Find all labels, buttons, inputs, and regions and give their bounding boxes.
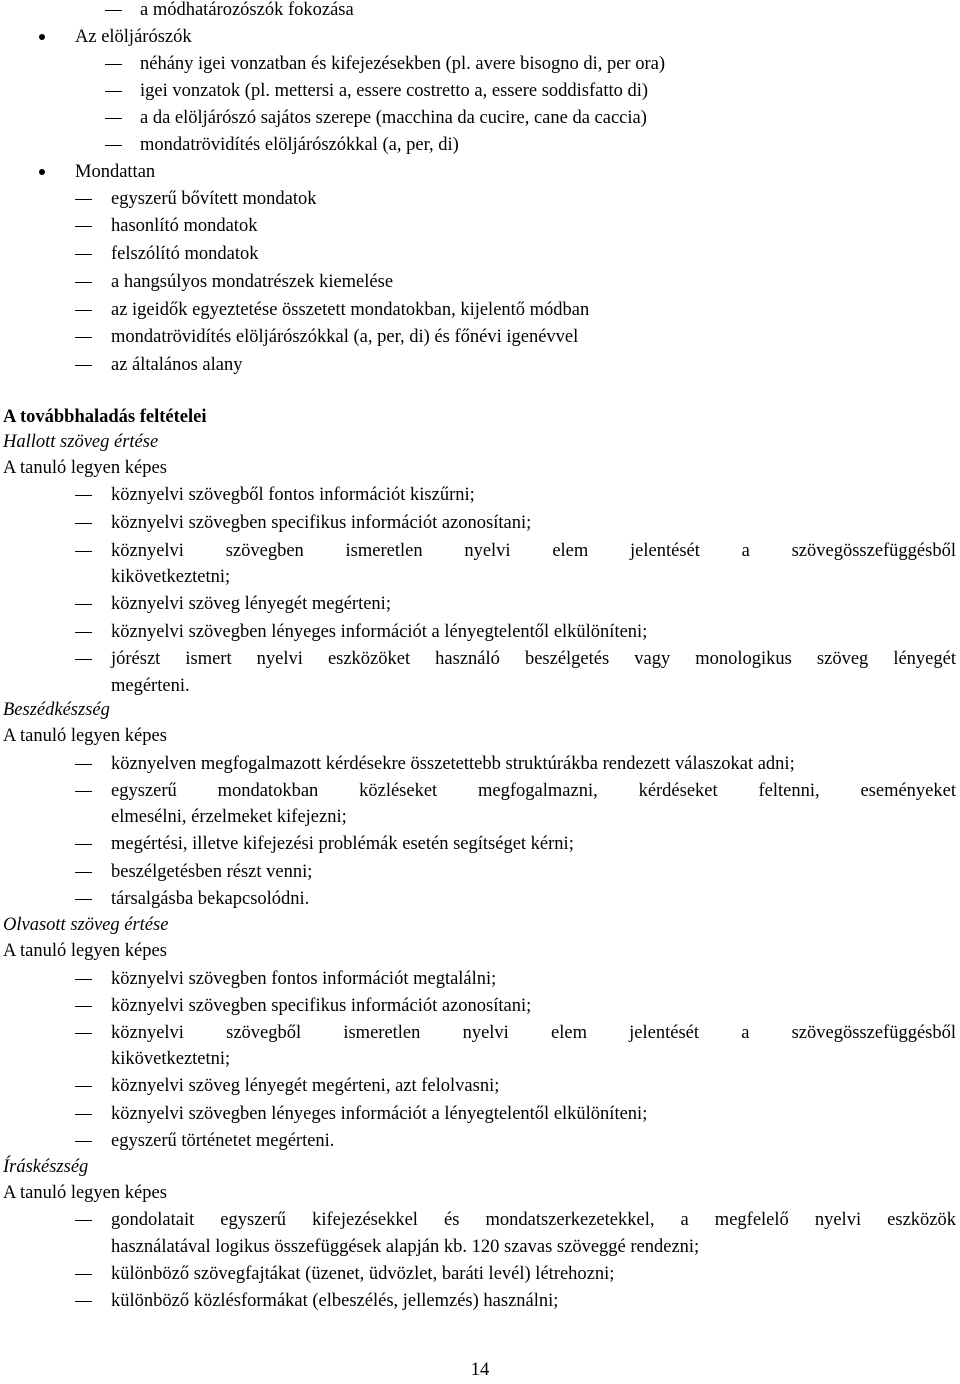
list-item	[0, 510, 960, 537]
list-item-text: jórészt ismert nyelvi eszközöket használó beszélgetés vagy monologikus szöveg lényegét	[111, 649, 956, 669]
list-item-text: köznyelvi szövegben lényeges információt a lényegtelentől elkülöníteni;	[111, 1104, 648, 1124]
list-item-text: társalgásba bekapcsolódni.	[111, 889, 310, 909]
dash-bullet-icon	[75, 1220, 92, 1221]
section-intro: A tanuló legyen képes	[3, 458, 167, 478]
dash-bullet-icon	[75, 310, 92, 311]
list-item-text: mondatrövidítés elöljárószókkal (a, per, di)	[140, 135, 459, 155]
list-item	[0, 297, 960, 324]
list-item-continuation: kikövetkeztetni;	[111, 567, 231, 587]
section-intro: A tanuló legyen képes	[3, 1183, 167, 1203]
list-item	[0, 886, 960, 913]
list-heading: Mondattan	[75, 162, 156, 182]
dash-bullet-icon	[105, 118, 122, 119]
dash-bullet-icon	[75, 632, 92, 633]
dash-bullet-icon	[75, 523, 92, 524]
round-bullet-icon	[39, 169, 45, 175]
main-heading: A továbbhaladás feltételei	[3, 407, 207, 427]
list-item	[0, 1020, 960, 1047]
list-item	[0, 186, 960, 213]
list-item	[0, 241, 960, 268]
list-item-text: köznyelvi szöveg lényegét megérteni, azt felolvasni;	[111, 1076, 500, 1096]
list-item	[0, 24, 960, 51]
list-item-continuation: használatával logikus összefüggések alapján kb. 120 szavas szöveggé rendezni;	[111, 1237, 700, 1257]
list-item	[0, 1101, 960, 1128]
list-item-text: egyszerű bővített mondatok	[111, 189, 317, 209]
list-item	[0, 105, 960, 132]
list-item	[0, 352, 960, 379]
dash-bullet-icon	[105, 64, 122, 65]
list-item-text: az igeidők egyeztetése összetett mondatokban, kijelentő módban	[111, 300, 590, 320]
section-title-olvasott: Olvasott szöveg értése	[3, 915, 169, 935]
list-item-text: a hangsúlyos mondatrészek kiemelése	[111, 272, 394, 292]
list-item	[0, 646, 960, 673]
list-item	[0, 0, 960, 24]
list-item	[0, 591, 960, 618]
dash-bullet-icon	[75, 551, 92, 552]
list-item	[0, 324, 960, 351]
section-title-iras: Íráskészség	[3, 1157, 89, 1177]
list-item-text: egyszerű mondatokban közléseket megfogalmazni, kérdéseket feltenni, eseményeket	[111, 781, 956, 801]
round-bullet-icon	[39, 34, 45, 40]
list-item-text: köznyelvi szövegben lényeges információt a lényegtelentől elkülöníteni;	[111, 622, 648, 642]
dash-bullet-icon	[75, 764, 92, 765]
dash-bullet-icon	[105, 10, 122, 11]
list-item-text: igei vonzatok (pl. mettersi a, essere costretto a, essere soddisfatto di)	[140, 81, 649, 101]
list-item-text: köznyelvi szövegben specifikus információt azonosítani;	[111, 513, 532, 533]
section-title-hallott: Hallott szöveg értése	[3, 432, 159, 452]
list-item	[0, 1261, 960, 1288]
list-item	[0, 993, 960, 1020]
list-item	[0, 132, 960, 159]
section-intro: A tanuló legyen képes	[3, 726, 167, 746]
list-item-text: köznyelvi szövegben ismeretlen nyelvi elem jelentését a szövegösszefüggésből	[111, 541, 956, 561]
dash-bullet-icon	[75, 1301, 92, 1302]
list-item-text: köznyelvi szövegből fontos információt kiszűrni;	[111, 485, 475, 505]
list-item-text: köznyelven megfogalmazott kérdésekre összetettebb struktúrákba rendezett válaszokat adni;	[111, 754, 795, 774]
dash-bullet-icon	[105, 145, 122, 146]
list-item	[0, 51, 960, 78]
list-item-continuation: kikövetkeztetni;	[111, 1049, 231, 1069]
list-item-text: megértési, illetve kifejezési problémák esetén segítséget kérni;	[111, 834, 574, 854]
list-item-text: mondatrövidítés elöljárószókkal (a, per, di) és főnévi igenévvel	[111, 327, 579, 347]
list-item	[0, 78, 960, 105]
list-item-text: az általános alany	[111, 355, 243, 375]
dash-bullet-icon	[75, 226, 92, 227]
list-item-text: köznyelvi szövegben fontos információt megtalálni;	[111, 969, 497, 989]
list-item-text: beszélgetésben részt venni;	[111, 862, 313, 882]
list-item-text: köznyelvi szöveg lényegét megérteni;	[111, 594, 391, 614]
page-number: 14	[470, 1360, 490, 1380]
list-item	[0, 213, 960, 240]
dash-bullet-icon	[75, 979, 92, 980]
list-item-text: gondolatait egyszerű kifejezésekkel és mondatszerkezetekkel, a megfelelő nyelvi eszközök	[111, 1210, 956, 1230]
dash-bullet-icon	[75, 1006, 92, 1007]
dash-bullet-icon	[75, 1033, 92, 1034]
dash-bullet-icon	[75, 282, 92, 283]
list-item	[0, 751, 960, 778]
dash-bullet-icon	[75, 604, 92, 605]
list-item	[0, 538, 960, 565]
section-title-beszed: Beszédkészség	[3, 700, 110, 720]
list-item	[0, 1073, 960, 1100]
list-item	[0, 159, 960, 186]
list-heading: Az elöljárószók	[75, 27, 192, 47]
list-item-text: köznyelvi szövegből ismeretlen nyelvi elem jelentését a szövegösszefüggésből	[111, 1023, 956, 1043]
list-item-text: felszólító mondatok	[111, 244, 259, 264]
list-item	[0, 1207, 960, 1234]
dash-bullet-icon	[75, 659, 92, 660]
list-item	[0, 482, 960, 509]
dash-bullet-icon	[75, 1086, 92, 1087]
list-item	[0, 831, 960, 858]
dash-bullet-icon	[105, 91, 122, 92]
dash-bullet-icon	[75, 254, 92, 255]
list-item	[0, 1128, 960, 1155]
list-item-text: köznyelvi szövegben specifikus információt azonosítani;	[111, 996, 532, 1016]
dash-bullet-icon	[75, 337, 92, 338]
list-item-text: hasonlító mondatok	[111, 216, 258, 236]
list-item-text: a módhatározószók fokozása	[140, 0, 354, 20]
section-intro: A tanuló legyen képes	[3, 941, 167, 961]
dash-bullet-icon	[75, 1141, 92, 1142]
dash-bullet-icon	[75, 791, 92, 792]
list-item-continuation: elmesélni, érzelmeket kifejezni;	[111, 807, 347, 827]
list-item-text: egyszerű történetet megérteni.	[111, 1131, 335, 1151]
list-item-text: különböző szövegfajtákat (üzenet, üdvözlet, baráti levél) létrehozni;	[111, 1264, 615, 1284]
dash-bullet-icon	[75, 872, 92, 873]
list-item	[0, 859, 960, 886]
dash-bullet-icon	[75, 1274, 92, 1275]
list-item-text: különböző közlésformákat (elbeszélés, jellemzés) használni;	[111, 1291, 559, 1311]
list-item-continuation: megérteni.	[111, 676, 190, 696]
list-item-text: a da elöljárószó sajátos szerepe (macchina da cucire, cane da caccia)	[140, 108, 647, 128]
dash-bullet-icon	[75, 844, 92, 845]
dash-bullet-icon	[75, 1114, 92, 1115]
list-item	[0, 1288, 960, 1315]
list-item	[0, 619, 960, 646]
dash-bullet-icon	[75, 199, 92, 200]
list-item	[0, 269, 960, 296]
dash-bullet-icon	[75, 495, 92, 496]
list-item	[0, 966, 960, 993]
list-item	[0, 778, 960, 805]
dash-bullet-icon	[75, 899, 92, 900]
list-item-text: néhány igei vonzatban és kifejezésekben (pl. avere bisogno di, per ora)	[140, 54, 665, 74]
dash-bullet-icon	[75, 365, 92, 366]
